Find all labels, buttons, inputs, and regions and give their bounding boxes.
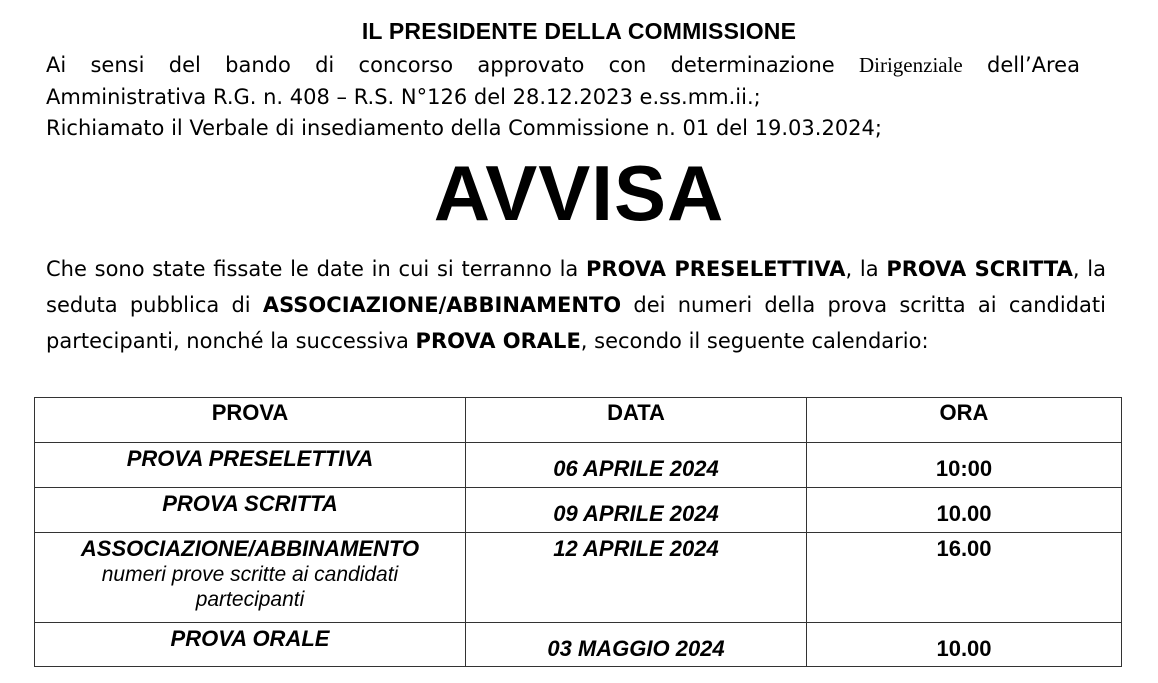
intro-text: , secondo il seguente calendario:	[580, 329, 929, 353]
intro-text: , la seduta pubblica di	[46, 257, 1107, 317]
cell-data	[466, 443, 807, 488]
prova-name: PROVA ORALE	[170, 626, 330, 651]
paragraph-bando-text-1: Ai sensi del bando di concorso approvato con determinazione	[46, 53, 835, 77]
header-data: DATA	[466, 398, 807, 443]
cell-prova	[35, 488, 466, 533]
cell-prova	[35, 443, 466, 488]
cell-ora	[807, 443, 1122, 488]
cell-ora	[807, 488, 1122, 533]
cell-prova	[35, 533, 466, 623]
ora-value: 10.00	[936, 501, 992, 526]
intro-bold-preselettiva: PROVA PRESELETTIVA	[586, 257, 846, 281]
table-header-row	[35, 398, 1122, 443]
cell-ora	[807, 623, 1122, 667]
data-value: 09 APRILE 2024	[553, 501, 719, 526]
intro-paragraph	[46, 251, 1106, 359]
paragraph-bando-text-2: dell’Area	[987, 53, 1080, 77]
intro-bold-associazione: ASSOCIAZIONE/ABBINAMENTO	[262, 293, 622, 317]
prova-description: partecipanti	[195, 588, 305, 611]
prova-description: numeri prove scritte ai candidati	[101, 563, 399, 586]
data-value: 03 MAGGIO 2024	[547, 636, 725, 661]
ora-value: 10.00	[936, 636, 992, 661]
avvisa-title: AVVISA	[433, 149, 725, 237]
document-heading: IL PRESIDENTE DELLA COMMISSIONE	[361, 18, 797, 44]
prova-name: PROVA PRESELETTIVA	[126, 446, 374, 471]
table-row	[35, 533, 1122, 623]
cell-data	[466, 623, 807, 667]
table-row	[35, 488, 1122, 533]
cell-ora	[807, 533, 1122, 623]
cell-data	[466, 533, 807, 623]
prova-name: PROVA SCRITTA	[162, 491, 338, 516]
header-ora: ORA	[807, 398, 1122, 443]
intro-text: , la	[845, 257, 887, 281]
cell-prova	[35, 623, 466, 667]
table-row	[35, 443, 1122, 488]
table-row	[35, 623, 1122, 667]
paragraph-verbale: Richiamato il Verbale di insediamento della Commissione n. 01 del 19.03.2024;	[46, 116, 882, 140]
paragraph-bando-serif-word: Dirigenziale	[858, 53, 963, 77]
intro-bold-scritta: PROVA SCRITTA	[886, 257, 1073, 281]
intro-text: Che sono state fissate le date in cui si terranno la	[46, 257, 587, 281]
data-value: 12 APRILE 2024	[553, 536, 719, 561]
cell-data	[466, 488, 807, 533]
paragraph-bando	[46, 50, 1080, 81]
header-prova: PROVA	[35, 398, 466, 443]
calendar-table	[34, 397, 1122, 667]
ora-value: 10:00	[935, 456, 993, 481]
ora-value: 16.00	[936, 536, 992, 561]
data-value: 06 APRILE 2024	[553, 456, 719, 481]
paragraph-determinazione: Amministrativa R.G. n. 408 – R.S. N°126 del 28.12.2023 e.ss.mm.ii.;	[46, 85, 761, 109]
prova-name: ASSOCIAZIONE/ABBINAMENTO	[80, 536, 420, 561]
intro-text: dei numeri della prova scritta ai candidati partecipanti, nonché la successiva	[46, 293, 1106, 353]
intro-bold-orale: PROVA ORALE	[415, 329, 581, 353]
